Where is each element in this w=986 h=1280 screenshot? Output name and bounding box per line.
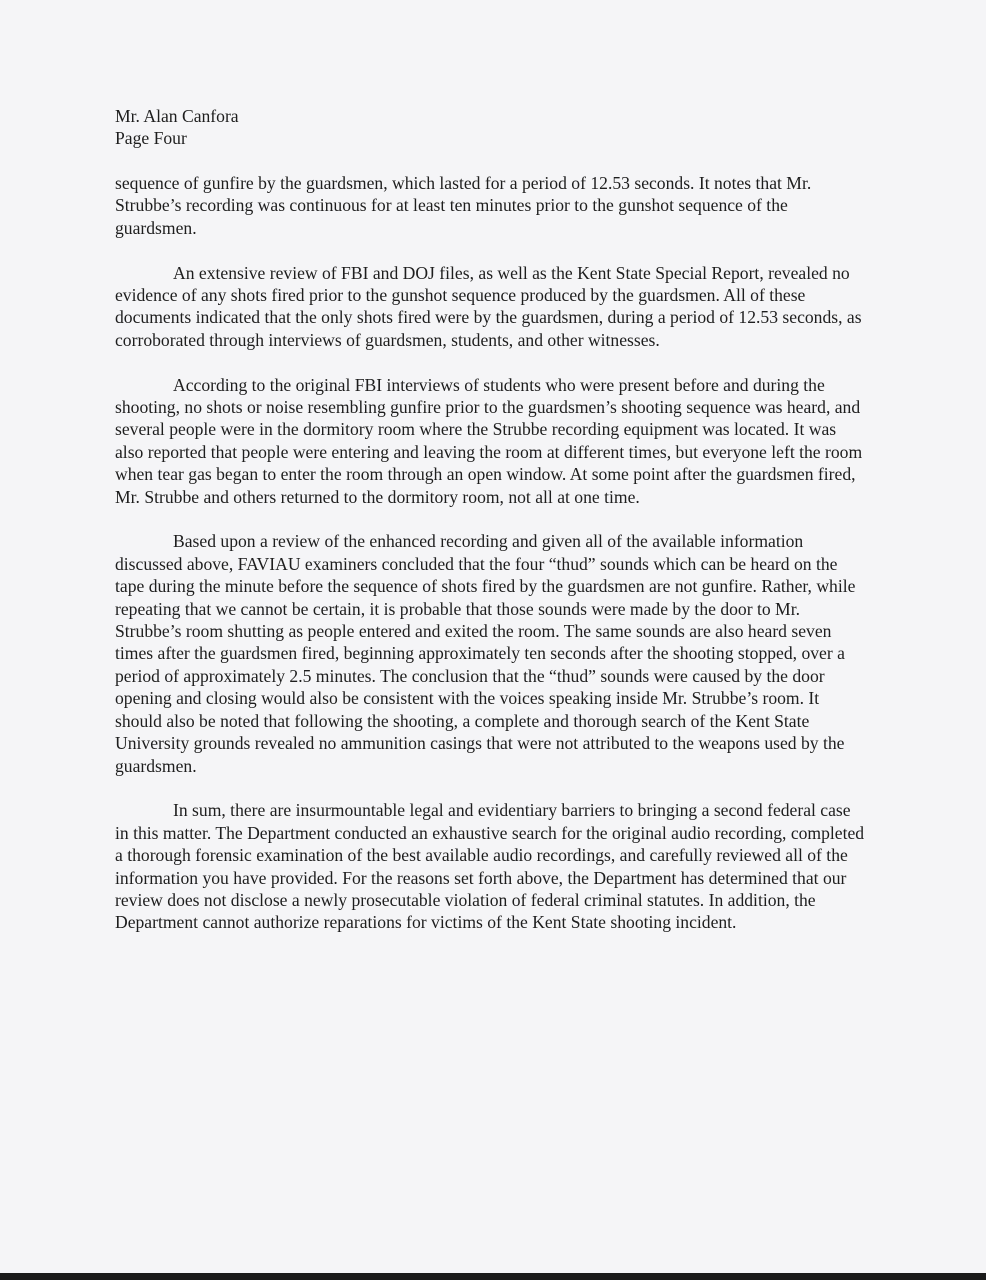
letter-header [115, 105, 875, 150]
paragraph-faviau-conclusion: Based upon a review of the enhanced recording and given all of the available information discussed above, FAVIAU examiners concluded that the four “thud” sounds which can be heard on the tape during the minute before the sequence of shots fired by the guardsmen are not gunfire. Rather, while repeating that we cannot be certain, it is probable that those sounds were made by the door to Mr. Strubbe’s room shutting as people entered and exited the room. The same sounds are also heard seven times after the guardsmen fired, beginning approximately ten seconds after the shooting stopped, over a period of approximately 2.5 minutes. The conclusion that the “thud” sounds were caused by the door opening and closing would also be consistent with the voices speaking inside Mr. Strubbe’s room. It should also be noted that following the shooting, a complete and thorough search of the Kent State University grounds revealed no ammunition casings that were not attributed to the weapons used by the guardsmen. [115, 531, 856, 776]
paragraph-file-review: An extensive review of FBI and DOJ files, as well as the Kent State Special Report, revealed no evidence of any shots fired prior to the gunshot sequence produced by the guardsmen. All of these documents indicated that the only shots fired were by the guardsmen, during a period of 12.53 seconds, as corroborated through interviews of guardsmen, students, and other witnesses. [115, 262, 862, 350]
paragraph-fbi-interviews: According to the original FBI interviews of students who were present before and during the shooting, no shots or noise resembling gunfire prior to the guardsmen’s shooting sequence was heard, and several people were in the dormitory room where the Strubbe recording equipment was located. It was also reported that people were entering and leaving the room at different times, but everyone left the room when tear gas began to enter the room through an open window. At some point after the guardsmen fired, Mr. Strubbe and others returned to the dormitory room, not all at one time. [115, 374, 863, 507]
paragraph-summary: In sum, there are insurmountable legal and evidentiary barriers to bringing a second federal case in this matter. The Department conducted an exhaustive search for the original audio recording, completed a thorough forensic examination of the best available audio recordings, and carefully reviewed all of the information you have provided. For the reasons set forth above, the Department has determined that our review does not disclose a newly prosecutable violation of federal criminal statutes. In addition, the Department cannot authorize reparations for victims of the Kent State shooting incident. [115, 800, 865, 933]
paragraph-continuation: sequence of gunfire by the guardsmen, which lasted for a period of 12.53 seconds. It notes that Mr. Strubbe’s recording was continuous for at least ten minutes prior to the gunshot sequence of the guardsmen. [115, 173, 812, 238]
letter-body [115, 172, 867, 956]
scan-bottom-edge [0, 1273, 986, 1280]
page-label: Page Four [115, 128, 187, 149]
recipient-name: Mr. Alan Canfora [115, 106, 239, 126]
